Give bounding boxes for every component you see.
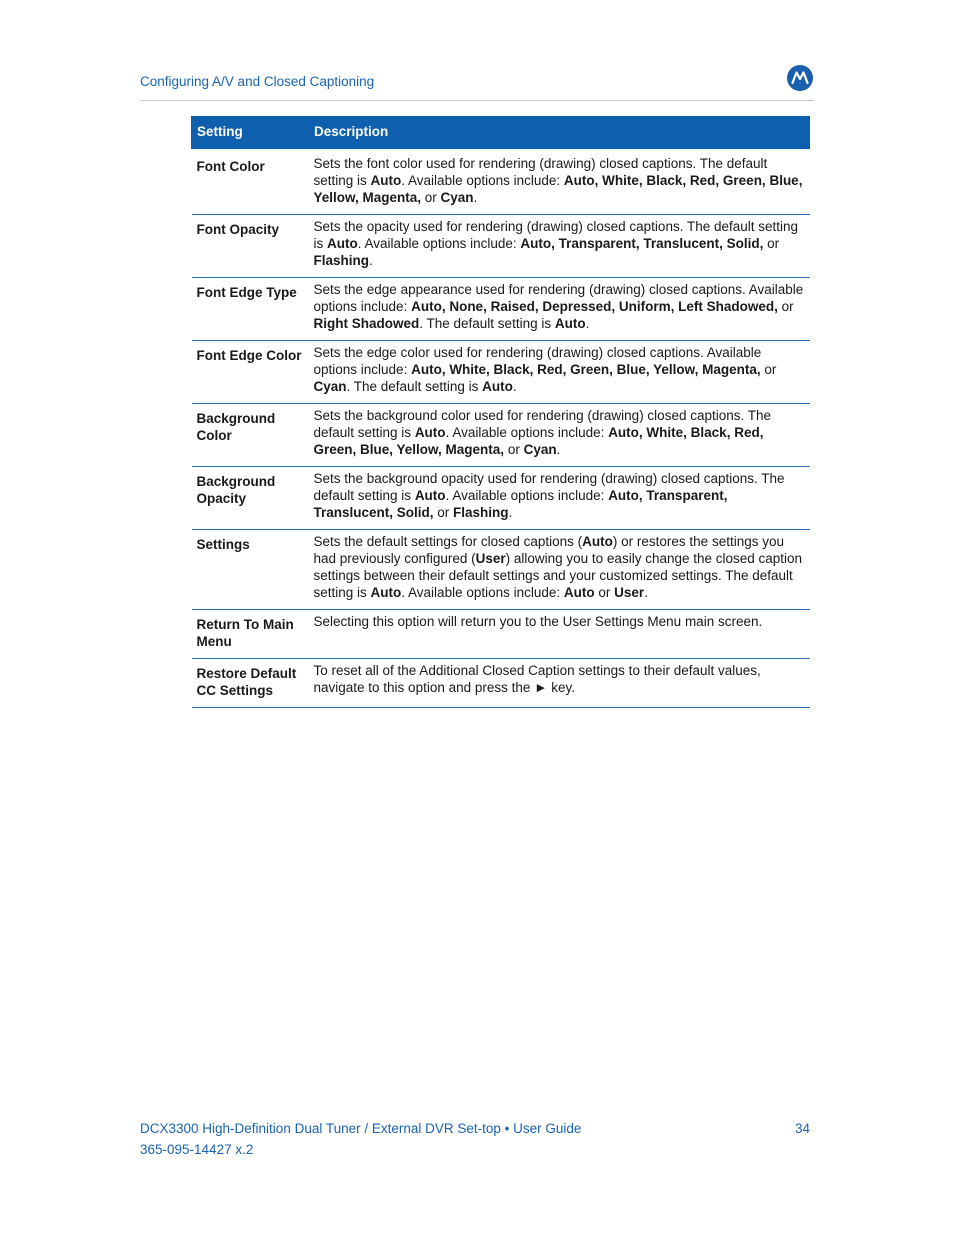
description-text: . xyxy=(369,253,373,268)
setting-name: Restore Default CC Settings xyxy=(192,659,309,708)
description-text: . Available options include: xyxy=(401,585,564,600)
description-emphasis: Flashing xyxy=(313,253,370,268)
page-number: 34 xyxy=(795,1121,811,1136)
description-text: Sets the font color used for rendering (drawing) closed captions. The default setting is xyxy=(313,156,768,188)
description-emphasis: Auto, Transparent, Translucent, Solid, xyxy=(520,236,764,251)
description-emphasis: Auto, Transparent, Translucent, Solid, xyxy=(313,488,728,520)
setting-description xyxy=(309,215,810,278)
description-text: ) allowing you to easily change the closed caption settings between their default settings and your customized settings. The default setting is xyxy=(313,551,803,600)
setting-name: Font Opacity xyxy=(192,215,309,278)
description-emphasis: Auto xyxy=(414,425,446,440)
setting-description xyxy=(309,278,810,341)
description-emphasis: Auto, White, Black, Red, Green, Blue, Yellow, Magenta, xyxy=(411,362,761,377)
description-text: . Available options include: xyxy=(445,488,609,503)
description-text: or xyxy=(777,299,794,314)
description-text: . xyxy=(585,316,590,331)
motorola-logo-icon xyxy=(787,65,813,91)
running-header-title: Configuring A/V and Closed Captioning xyxy=(140,74,375,89)
table-row xyxy=(192,278,810,341)
description-text: ) or restores the settings you had previously configured ( xyxy=(313,534,784,566)
description-text: Sets the edge appearance used for rendering (drawing) closed captions. Available options include: xyxy=(313,282,804,314)
table-row xyxy=(192,530,810,610)
setting-description xyxy=(309,149,810,215)
table-row xyxy=(192,404,810,467)
setting-description xyxy=(309,530,810,610)
description-emphasis: Flashing xyxy=(453,505,509,520)
footer-document-number: 365-095-14427 x.2 xyxy=(140,1142,254,1157)
description-emphasis: Auto xyxy=(482,379,513,394)
setting-name: Background Opacity xyxy=(192,467,309,530)
description-text: or xyxy=(421,190,441,205)
setting-name: Font Edge Type xyxy=(192,278,309,341)
description-emphasis: Auto xyxy=(370,173,402,188)
description-text: . The default setting is xyxy=(346,379,483,394)
description-emphasis: Cyan xyxy=(313,379,347,394)
description-text: or xyxy=(760,362,777,377)
description-emphasis: Auto xyxy=(414,488,446,503)
description-emphasis: Auto xyxy=(563,585,595,600)
setting-name: Background Color xyxy=(192,404,309,467)
setting-name: Font Color xyxy=(192,149,309,215)
table-row xyxy=(192,467,810,530)
column-header-description: Description xyxy=(309,117,810,149)
description-emphasis: User xyxy=(614,585,645,600)
description-text: . Available options include: xyxy=(445,425,609,440)
setting-name: Font Edge Color xyxy=(192,341,309,404)
description-text: or xyxy=(504,442,524,457)
setting-description xyxy=(309,659,810,708)
table-row xyxy=(192,610,810,659)
description-emphasis: Auto xyxy=(370,585,402,600)
description-text: Sets the opacity used for rendering (drawing) closed captions. The default setting is xyxy=(313,219,799,251)
description-text: . The default setting is xyxy=(419,316,555,331)
description-emphasis: Cyan xyxy=(440,190,474,205)
setting-description xyxy=(309,610,810,659)
header-divider xyxy=(140,100,814,101)
description-emphasis: Auto xyxy=(582,534,613,549)
setting-description xyxy=(309,341,810,404)
description-emphasis: Auto, None, Raised, Depressed, Uniform, Left Shadowed, xyxy=(411,299,778,314)
description-text: . xyxy=(644,585,648,600)
description-emphasis: Auto xyxy=(554,316,586,331)
description-text: Selecting this option will return you to the User Settings Menu main screen. xyxy=(313,614,763,629)
description-emphasis: Cyan xyxy=(523,442,557,457)
description-text: or xyxy=(433,505,454,520)
setting-description xyxy=(309,467,810,530)
description-text: Sets the background opacity used for rendering (drawing) closed captions. The default setting is xyxy=(313,471,785,503)
description-emphasis: Auto xyxy=(327,236,358,251)
description-text: . xyxy=(556,442,561,457)
description-text: To reset all of the Additional Closed Caption settings to their default values, navigate to this option and press the ► key. xyxy=(313,663,761,695)
description-text: . xyxy=(473,190,478,205)
description-text: Sets the background color used for rendering (drawing) closed captions. The default setting is xyxy=(313,408,772,440)
description-text: or xyxy=(763,236,780,251)
description-text: . xyxy=(512,379,517,394)
description-text: . Available options include: xyxy=(401,173,564,188)
description-text: Sets the edge color used for rendering (drawing) closed captions. Available options include: xyxy=(313,345,762,377)
description-text: Sets the default settings for closed captions ( xyxy=(313,534,583,549)
table-row xyxy=(192,659,810,708)
setting-name: Return To Main Menu xyxy=(192,610,309,659)
table-row xyxy=(192,149,810,215)
description-text: . Available options include: xyxy=(357,236,521,251)
footer-document-title: DCX3300 High-Definition Dual Tuner / External DVR Set-top • User Guide xyxy=(140,1121,582,1136)
table-body xyxy=(192,149,810,708)
description-emphasis: User xyxy=(475,551,506,566)
table-row xyxy=(192,341,810,404)
table-row xyxy=(192,215,810,278)
description-emphasis: Right Shadowed xyxy=(313,316,420,331)
description-text: or xyxy=(594,585,615,600)
setting-name: Settings xyxy=(192,530,309,610)
column-header-setting: Setting xyxy=(192,117,309,149)
setting-description xyxy=(309,404,810,467)
table-header-row xyxy=(192,117,810,149)
description-emphasis: Auto, White, Black, Red, Green, Blue, Yellow, Magenta, xyxy=(313,173,803,205)
description-text: . xyxy=(508,505,513,520)
settings-table xyxy=(191,116,810,708)
description-emphasis: Auto, White, Black, Red, Green, Blue, Yellow, Magenta, xyxy=(313,425,764,457)
